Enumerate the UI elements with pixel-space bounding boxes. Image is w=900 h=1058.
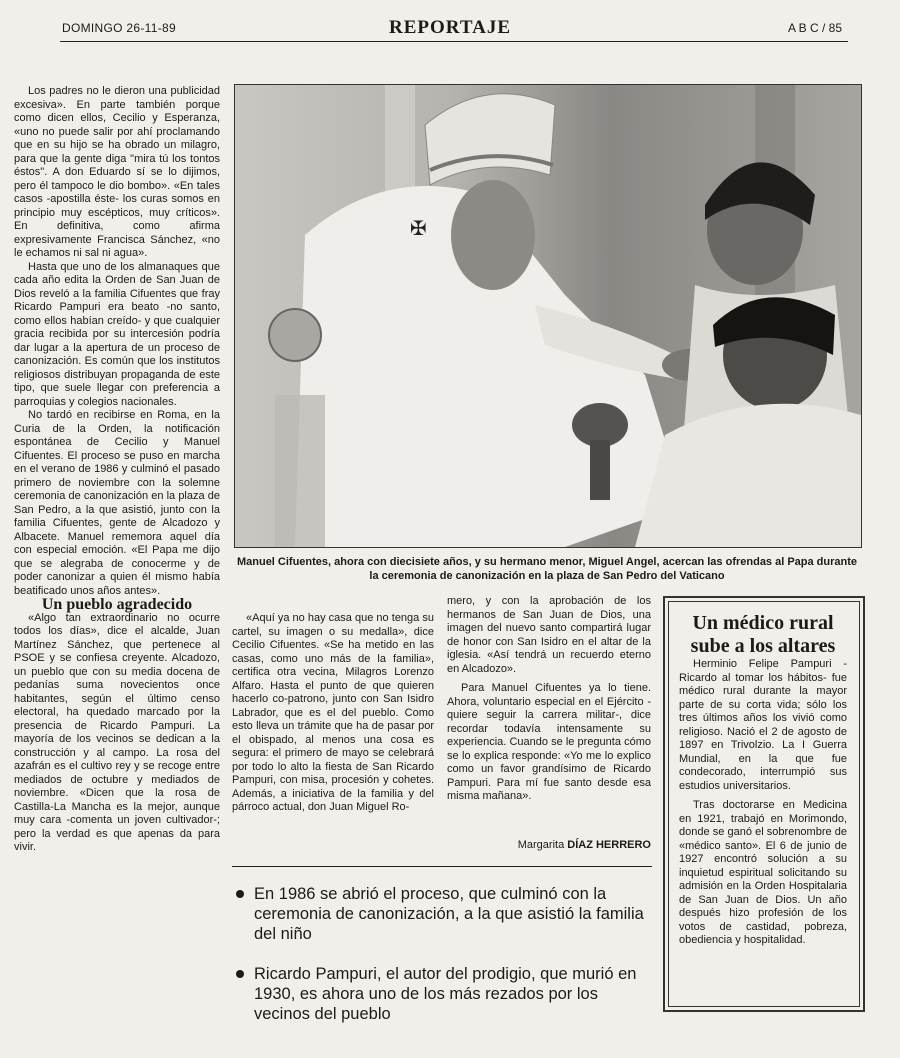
bullet-icon [236, 970, 244, 978]
sidebar-title [670, 612, 856, 658]
article-column-3 [447, 595, 651, 804]
photo-illustration [235, 85, 861, 547]
page-date: DOMINGO 26-11-89 [62, 21, 176, 35]
sidebar-text [679, 658, 847, 948]
article-column-2 [232, 612, 434, 815]
author-first-name: Margarita [517, 839, 565, 851]
svg-text:✠: ✠ [410, 216, 427, 240]
paragraph: Herminio Felipe Pampuri -Ricardo al tomar los hábitos- fue médico rural durante la mayor parte de su corta vida; sólo los tres últimos años los vivió como religioso. Nació el 2 de agosto de 1897 en Trivolzio. La I Guerra Mundial, en la que fue condecorado, interrumpió sus estudios universitarios. [679, 658, 847, 792]
paragraph: «Aquí ya no hay casa que no tenga su cartel, su imagen o su medalla», dice Cecilio Cifuentes. «Se ha metido en las casas, como uno más de la familia», certifica otra vecina, Milagros Lorenzo Alfaro. Hasta el punto de que quieren hacerlo co-patrono, junto con San Isidro Labrador, que es el del pueblo. Como esto lleva un trámite que ha de pasar por el obispado, al menos una cosa es segura: el primero de mayo se celebrará por todo lo alto la fiesta de San Ricardo Pampuri, con misa, procesión y cohetes. Además, a iniciativa de la familia y del párroco actual, don Juan Miguel Ro- [232, 612, 434, 813]
section-title: REPORTAJE [389, 17, 511, 38]
highlights-top-rule [232, 866, 652, 867]
paragraph: Hasta que uno de los almanaques que cada año edita la Orden de San Juan de Dios reveló a la familia Cifuentes que fray Ricardo Pampuri era beato -no santo, como ellos habían creído- y que cualquier gracia recibida por su intercesión podría dar lugar a la apertura de un proceso de canonización. Es común que los institutos religiosos distribuyan propaganda de este tipo, que suele llegar con preferencia a parroquias y colegios nacionales. [14, 260, 220, 408]
sidebar-title-line: sube a los altares [690, 635, 836, 657]
photo-caption: Manuel Cifuentes, ahora con diecisiete años, y su hermano menor, Miguel Angel, acercan las ofrendas al Papa durante la ceremonia de canonización en la plaza de San Pedro del Vaticano [236, 556, 858, 582]
paragraph: Tras doctorarse en Medicina en 1921, trabajó en Morimondo, donde se ganó el sobrenombre de «médico santo». El 6 de junio de 1927 encontró solución a su inquietud espiritual solicitando su admisión en la Orden Hospitalaria de San Juan de Dios. Un año después hizo profesión de los votos de castidad, pobreza, obediencia y hospitalidad. [679, 799, 847, 946]
subheading: Un pueblo agradecido [41, 596, 193, 613]
bullet-icon [236, 890, 244, 898]
author-last-name: DÍAZ HERRERO [567, 839, 651, 851]
page-number: A B C / 85 [787, 21, 842, 35]
author-signature [447, 839, 651, 851]
header-rule [60, 41, 848, 42]
paragraph: «Algo tan extraordinario no ocurre todos los días», dice el alcalde, Juan Martínez Sánchez, que pertenece al PSOE y se confiesa creyente. Alcadozo, un pueblo que con su media docena de pedanías suma novecientos once habitantes, según el último censo electoral, ha quedado marcado por la presencia de Ricardo Pampuri. La mayoría de los vecinos se dedican a la construcción y al campo. La rosa del azafrán es el cultivo rey y se recoge entre mediados de octubre y mediados de noviembre. «Dicen que la rosa de Castilla-La Mancha es la mejor, aunque muy cara -comenta un joven cultivador-; pero la verdad es que apenas da para vivir. [14, 611, 220, 853]
news-photo [234, 84, 862, 548]
highlight-text: Ricardo Pampuri, el autor del prodigio, que murió en 1930, es ahora uno de los más rezados por los vecinos del pueblo [254, 965, 637, 1023]
article-column-1 [14, 85, 220, 855]
paragraph: Los padres no le dieron una publicidad excesiva». En parte también porque como dicen ellos, Cecilio y Esperanza, «uno no puede salir por ahí proclamando que en su hijo se ha obrado un milagro, para que la gente diga "mira tú los tontos éstos". A don Eduardo sí se lo dijimos, pero él tampoco le dio bombo». «En tales casos -apostilla éste- los curas somos en principio muy escépticos, muy críticos». En definitiva, como afirma expresivamente Francisca Sánchez, «no le echamos ni sal ni agua». [14, 85, 220, 259]
sidebar-title-line: Un médico rural [692, 612, 834, 634]
paragraph: Para Manuel Cifuentes ya lo tiene. Ahora, voluntario especial en el Ejército -quiere seguir la carrera militar-, dice recordar todavía intensamente su experiencia. Cuando se le pregunta cómo se lo explica responde: «Yo me lo explico como un favor grandísimo de Ricardo Pampuri. Para mí fue santo desde esa misma mañana». [447, 682, 651, 802]
paragraph: No tardó en recibirse en Roma, en la Curia de la Orden, la notificación espontánea de Cecilio y Manuel Cifuentes. El proceso se puso en marcha en el verano de 1986 y culminó el pasado primero de noviembre con la solemne ceremonia de canonización en la plaza de San Pedro, a la que asistió, junto con la familia Cifuentes, gente de Alcadozo y Albacete. Manuel rememora aquel día con especial emoción. «El Papa me dijo que se alegraba de conocerme y de poder canonizar a quien él mismo había beatificado unos años antes». [14, 409, 220, 597]
paragraph: mero, y con la aprobación de los hermanos de San Juan de Dios, una imagen del nuevo santo compartirá lugar de honor con San Isidro en el altar de la iglesia. «Así tendrá un recuerdo eterno en Alcadozo». [447, 595, 651, 675]
highlight-text: En 1986 se abrió el proceso, que culminó con la ceremonia de canonización, a la que asistió la familia del niño [254, 885, 644, 943]
